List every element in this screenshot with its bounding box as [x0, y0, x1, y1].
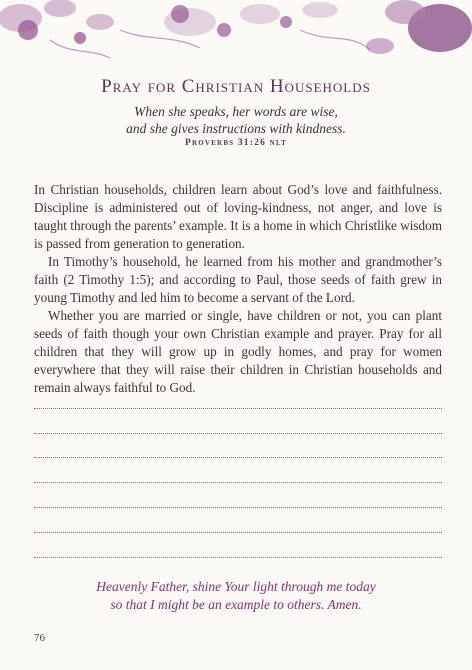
page-title: Pray for Christian Households [101, 76, 371, 97]
floral-border-decoration [0, 0, 472, 70]
paragraph-2: In Timothy’s household, he learned from his mother and grandmother’s faith (2 Timothy 1:5); and according to Paul, those seeds of faith grew in young Timothy and led him to become a servant of the Lord. [34, 254, 442, 305]
journal-line [34, 384, 442, 409]
paragraph-3: Whether you are married or single, have children or not, you can plant seeds of faith though your own Christian example and prayer. Pray for all children that they will grow up in godly homes, and pray for women everywhere that they will raise their children in Christian households and remain always faithful to God. [34, 308, 442, 395]
journal-line [34, 434, 442, 459]
scripture-verse [0, 103, 472, 137]
devotional-body [34, 181, 442, 397]
closing-prayer [0, 578, 472, 614]
page-number: 76 [34, 632, 45, 644]
journal-line [34, 508, 442, 533]
journal-line [34, 409, 442, 434]
verse-line-1: When she speaks, her words are wise, [134, 104, 338, 119]
verse-line-2: and she gives instructions with kindness. [126, 121, 346, 136]
journal-line [34, 533, 442, 558]
journal-lines [34, 384, 442, 558]
prayer-line-1: Heavenly Father, shine Your light through me today [96, 579, 376, 594]
verse-reference: Proverbs 31:26 nlt [185, 138, 287, 148]
journal-line [34, 483, 442, 508]
journal-line [34, 458, 442, 483]
paragraph-1: In Christian households, children learn about God’s love and faithfulness. Discipline is administered out of loving-kindness, not anger, and love is taught through the parents’ example. It is a home in which Christlike wisdom is passed from generation to generation. [34, 182, 442, 251]
prayer-line-2: so that I might be an example to others. Amen. [110, 597, 362, 612]
